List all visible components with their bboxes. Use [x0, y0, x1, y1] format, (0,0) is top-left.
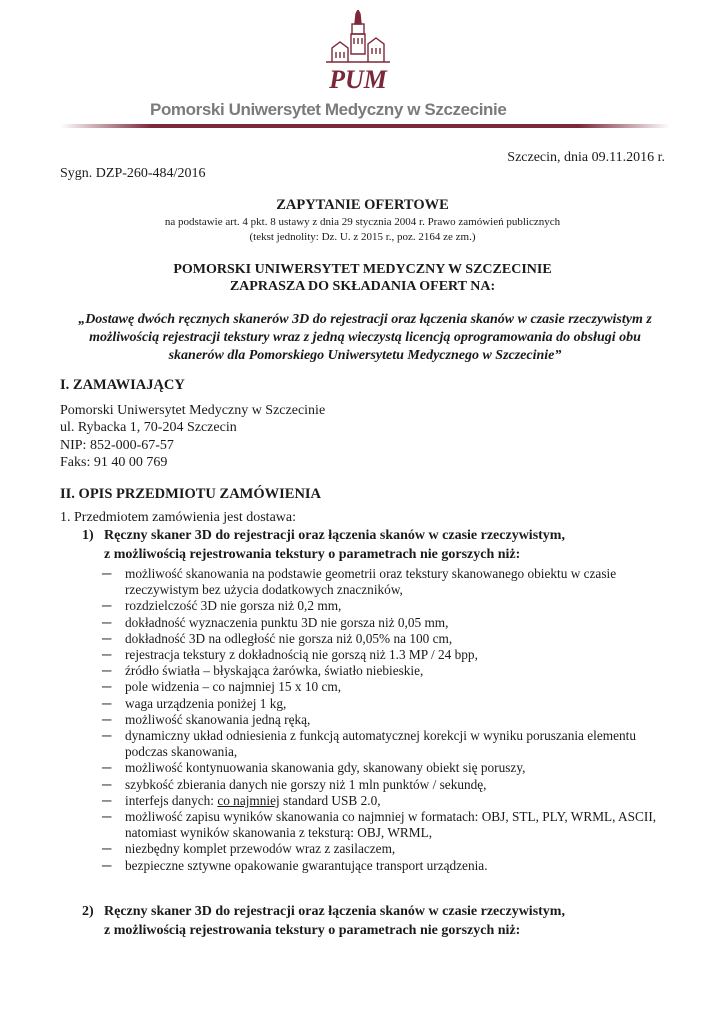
specification-text: waga urządzenia poniżej 1 kg, — [125, 695, 287, 711]
specification-item — [102, 615, 672, 631]
specification-text: możliwość kontynuowania skanowania gdy, skanowany obiekt się poruszy, — [125, 760, 526, 776]
specification-text: rejestracja tekstury z dokładnością nie gorszą niż 1.3 MP / 24 bpp, — [125, 647, 478, 663]
specification-list — [102, 566, 672, 874]
header-divider — [60, 124, 670, 128]
dash-bullet-icon: ─ — [102, 679, 112, 695]
section-heading-contracting-authority: I. ZAMAWIAJĄCY — [60, 377, 185, 393]
specification-item — [102, 631, 672, 647]
reference-number: Sygn. DZP-260-484/2016 — [60, 166, 206, 181]
specification-text: możliwość zapisu wyników skanowania co najmniej w formatach: OBJ, STL, PLY, WRML, ASCII, natomiast wyników skanowania z teksturą: OBJ, WRML, — [125, 809, 657, 841]
dash-bullet-icon: ─ — [102, 809, 112, 825]
dash-bullet-icon: ─ — [102, 857, 112, 873]
specification-text: możliwość skanowania na podstawie geometrii oraz tekstury skanowanego obiektu w czasie rzeczywistym bez użycia dodatkowych znaczników, — [125, 566, 617, 598]
legal-basis: na podstawie art. 4 pkt. 8 ustawy z dnia 29 stycznia 2004 r. Prawo zamówień publicznych — [164, 216, 561, 228]
specification-text: szybkość zbierania danych nie gorszy niż 1 mln punktów / sekundę, — [125, 776, 487, 792]
specification-item — [102, 712, 672, 728]
legal-basis-consolidated: (tekst jednolity: Dz. U. z 2015 r., poz. 2164 ze zm.) — [249, 231, 476, 243]
item-heading-line-2: z możliwością rejestrowania tekstury o parametrach nie gorszych niż: — [104, 547, 521, 562]
specification-text: rozdzielczość 3D nie gorsza niż 0,2 mm, — [125, 598, 342, 614]
specification-text: interfejs danych: — [125, 792, 218, 808]
specification-item — [102, 760, 672, 776]
item-2-heading — [82, 902, 565, 940]
dash-bullet-icon: ─ — [102, 728, 112, 744]
item-heading-line-2: z możliwością rejestrowania tekstury o parametrach nie gorszych niż: — [104, 923, 521, 938]
specification-item — [102, 679, 672, 695]
specification-text: dokładność wyznaczenia punktu 3D nie gorsza niż 0,05 mm, — [125, 614, 449, 630]
specification-item — [102, 566, 672, 598]
invitation-line-2: ZAPRASZA DO SKŁADANIA OFERT NA: — [229, 279, 496, 294]
dash-bullet-icon: ─ — [102, 566, 112, 581]
order-intro: 1. Przedmiotem zamówienia jest dostawa: — [60, 510, 296, 525]
university-logo — [318, 10, 398, 98]
item-number: 1) — [82, 528, 94, 543]
specification-text: możliwość skanowania jedną ręką, — [125, 711, 311, 727]
dash-bullet-icon: ─ — [102, 711, 112, 727]
dash-bullet-icon: ─ — [102, 792, 112, 808]
document-title: ZAPYTANIE OFERTOWE — [276, 197, 449, 213]
item-1-heading — [82, 526, 565, 564]
dash-bullet-icon: ─ — [102, 647, 112, 663]
specification-item — [102, 598, 672, 614]
specification-item — [102, 647, 672, 663]
specification-text: standard USB 2.0, — [279, 792, 381, 808]
university-name: Pomorski Uniwersytet Medyczny w Szczecinie — [150, 100, 507, 119]
specification-emphasis: co najmniej — [217, 792, 280, 808]
item-heading-line-1: Ręczny skaner 3D do rejestracji oraz łączenia skanów w czasie rzeczywistym, — [104, 528, 565, 543]
logo-text: PUM — [329, 65, 387, 94]
dash-bullet-icon: ─ — [102, 695, 112, 711]
specification-item — [102, 728, 672, 760]
dash-bullet-icon: ─ — [102, 614, 112, 630]
dash-bullet-icon: ─ — [102, 841, 112, 857]
specification-item — [102, 663, 672, 679]
specification-text: dynamiczny układ odniesienia z funkcją automatycznej korekcji w wyniku poruszania elementu podczas skanowania, — [125, 728, 637, 760]
procurement-subject: „Dostawę dwóch ręcznych skanerów 3D do rejestracji oraz łączenia skanów w czasie rzeczywistym z możliwością rejestracji tekstury wraz z jedną wieczystą licencją oprogramowania do obsługi obu skanerów dla Pomorskiego Uniwersytetu Medycznego w Szczecinie” — [78, 312, 652, 363]
contracting-authority-address — [60, 402, 325, 471]
section-heading-order-description: II. OPIS PRZEDMIOTU ZAMÓWIENIA — [60, 486, 322, 502]
dash-bullet-icon: ─ — [102, 776, 112, 792]
address-line: Faks: 91 40 00 769 — [60, 454, 168, 470]
specification-text: dokładność 3D na odległość nie gorsza niż 0,05% na 100 cm, — [125, 630, 453, 646]
specification-item — [102, 809, 672, 841]
specification-text: źródło światła – błyskająca żarówka, światło niebieskie, — [125, 663, 424, 679]
item-number: 2) — [82, 904, 94, 919]
specification-item — [102, 696, 672, 712]
dash-bullet-icon: ─ — [102, 630, 112, 646]
specification-text: niezbędny komplet przewodów wraz z zasilaczem, — [125, 841, 396, 857]
specification-item — [102, 858, 672, 874]
specification-item — [102, 841, 672, 857]
address-line: Pomorski Uniwersytet Medyczny w Szczecinie — [60, 403, 326, 418]
dash-bullet-icon: ─ — [102, 760, 112, 776]
invitation-line-1: POMORSKI UNIWERSYTET MEDYCZNY W SZCZECINIE — [173, 262, 552, 277]
item-heading-line-1: Ręczny skaner 3D do rejestracji oraz łączenia skanów w czasie rzeczywistym, — [104, 904, 565, 919]
dash-bullet-icon: ─ — [102, 598, 112, 614]
specification-text: pole widzenia – co najmniej 15 x 10 cm, — [125, 679, 342, 695]
address-line: NIP: 852-000-67-57 — [60, 437, 174, 453]
specification-item — [102, 793, 672, 809]
document-date: Szczecin, dnia 09.11.2016 r. — [507, 150, 665, 165]
address-line: ul. Rybacka 1, 70-204 Szczecin — [60, 420, 237, 436]
specification-text: bezpieczne sztywne opakowanie gwarantujące transport urządzenia. — [125, 857, 488, 873]
dash-bullet-icon: ─ — [102, 663, 112, 679]
specification-item — [102, 777, 672, 793]
